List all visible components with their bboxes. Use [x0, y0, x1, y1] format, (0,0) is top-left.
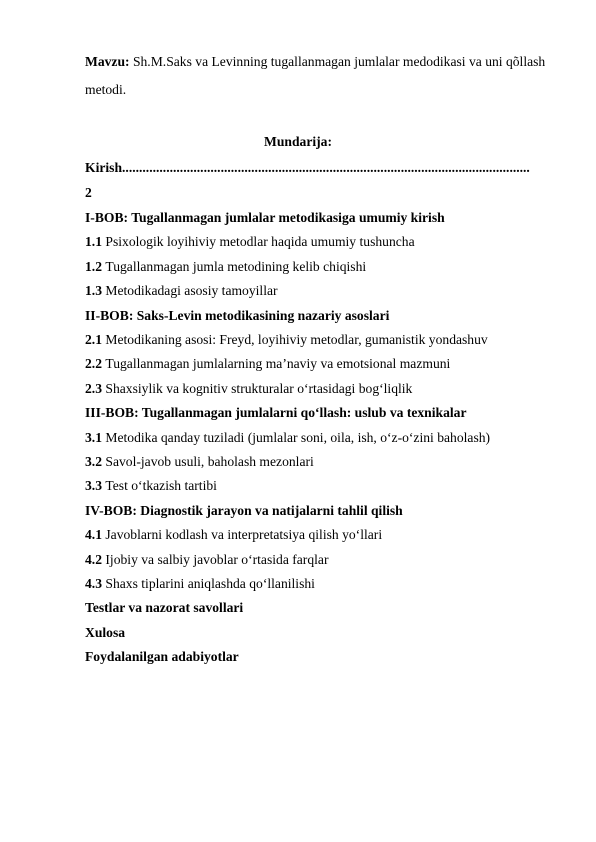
toc-section-number: 4.1: [85, 527, 106, 543]
toc-section: [85, 259, 366, 275]
toc-section: [85, 283, 278, 299]
toc-entry-text: Metodikadagi asosiy tamoyillar: [105, 283, 278, 299]
toc-section-number: 4.2: [85, 551, 106, 567]
toc-section: [85, 430, 490, 446]
toc-section-number: 2.1: [85, 332, 106, 347]
toc-section-number: 1.2: [85, 258, 106, 274]
toc-entry-text: Savol-javob usuli, baholash mezonlari: [105, 454, 314, 469]
toc-entry-text: Test o‘tkazish tartibi: [105, 478, 217, 494]
toc-entry-text: Tugallanmagan jumla metodining kelib chiqishi: [105, 258, 367, 274]
toc-entry-text: IV-BOB: Diagnostik jarayon va natijalarni tahlil qilish: [85, 502, 403, 518]
toc-section: [85, 332, 488, 348]
toc-entry-text: Javoblarni kodlash va interpretatsiya qilish yo‘llari: [105, 527, 383, 543]
toc-intro-page: 2: [85, 185, 92, 200]
toc-entry-text: Ijobiy va salbiy javoblar o‘rtasida farqlar: [105, 551, 329, 567]
topic-line-1: [85, 54, 545, 70]
toc-section: [85, 527, 382, 543]
toc-intro-label: Kirish: [85, 160, 123, 175]
toc-entry-text: Psixologik loyihiviy metodlar haqida umumiy tushuncha: [105, 234, 415, 250]
topic-line-2: metodi.: [85, 82, 127, 97]
toc-entry-text: Xulosa: [85, 624, 126, 640]
topic-text: Sh.M.Saks va Levinning tugallanmagan jumlalar medodikasi va uni qõllash: [132, 54, 546, 69]
toc-section: [85, 576, 315, 592]
toc-chapter: [85, 649, 239, 665]
toc-entry-text: I-BOB: Tugallanmagan jumlalar metodikasiga umumiy kirish: [85, 210, 445, 225]
toc-heading: Mundarija:: [264, 134, 332, 149]
toc-section: [85, 478, 217, 494]
toc-intro-dots: ........................................................................................................................: [122, 160, 530, 175]
toc-entry-text: II-BOB: Saks-Levin metodikasining nazariy asoslari: [85, 307, 390, 323]
toc-chapter: [85, 625, 125, 641]
toc-section-number: 3.2: [85, 454, 106, 469]
toc-chapter: [85, 308, 389, 324]
toc-entry-text: Foydalanilgan adabiyotlar: [85, 649, 239, 665]
topic-label: Mavzu:: [85, 54, 130, 69]
toc-chapter: [85, 405, 466, 421]
toc-chapter: [85, 600, 243, 616]
toc-intro: [85, 160, 530, 176]
toc-section: [85, 381, 412, 397]
toc-section-number: 3.1: [85, 429, 106, 445]
toc-entry-text: Testlar va nazorat savollari: [85, 600, 244, 616]
toc-section: [85, 234, 415, 250]
toc-section: [85, 454, 314, 470]
toc-chapter: [85, 503, 403, 519]
toc-section-number: 1.1: [85, 234, 106, 250]
toc-entry-text: Tugallanmagan jumlalarning ma’naviy va emotsional mazmuni: [105, 356, 451, 372]
toc-section-number: 2.2: [85, 356, 106, 372]
toc-section-number: 1.3: [85, 283, 106, 299]
toc-section-number: 4.3: [85, 576, 106, 591]
toc-entry-text: Metodikaning asosi: Freyd, loyihiviy metodlar, gumanistik yondashuv: [105, 332, 488, 347]
toc-entry-text: Shaxsiylik va kognitiv strukturalar o‘rtasidagi bog‘liqlik: [105, 380, 413, 396]
toc-section: [85, 356, 450, 372]
toc-section: [85, 552, 328, 568]
toc-section-number: 2.3: [85, 380, 106, 396]
toc-section-number: 3.3: [85, 478, 106, 494]
toc-entry-text: Metodika qanday tuziladi (jumlalar soni, oila, ish, o‘z-o‘zini baholash): [105, 429, 491, 445]
toc-entry-text: III-BOB: Tugallanmagan jumlalarni qo‘llash: uslub va texnikalar: [85, 405, 467, 421]
toc-chapter: [85, 210, 445, 226]
toc-entry-text: Shaxs tiplarini aniqlashda qo‘llanilishi: [105, 576, 315, 591]
